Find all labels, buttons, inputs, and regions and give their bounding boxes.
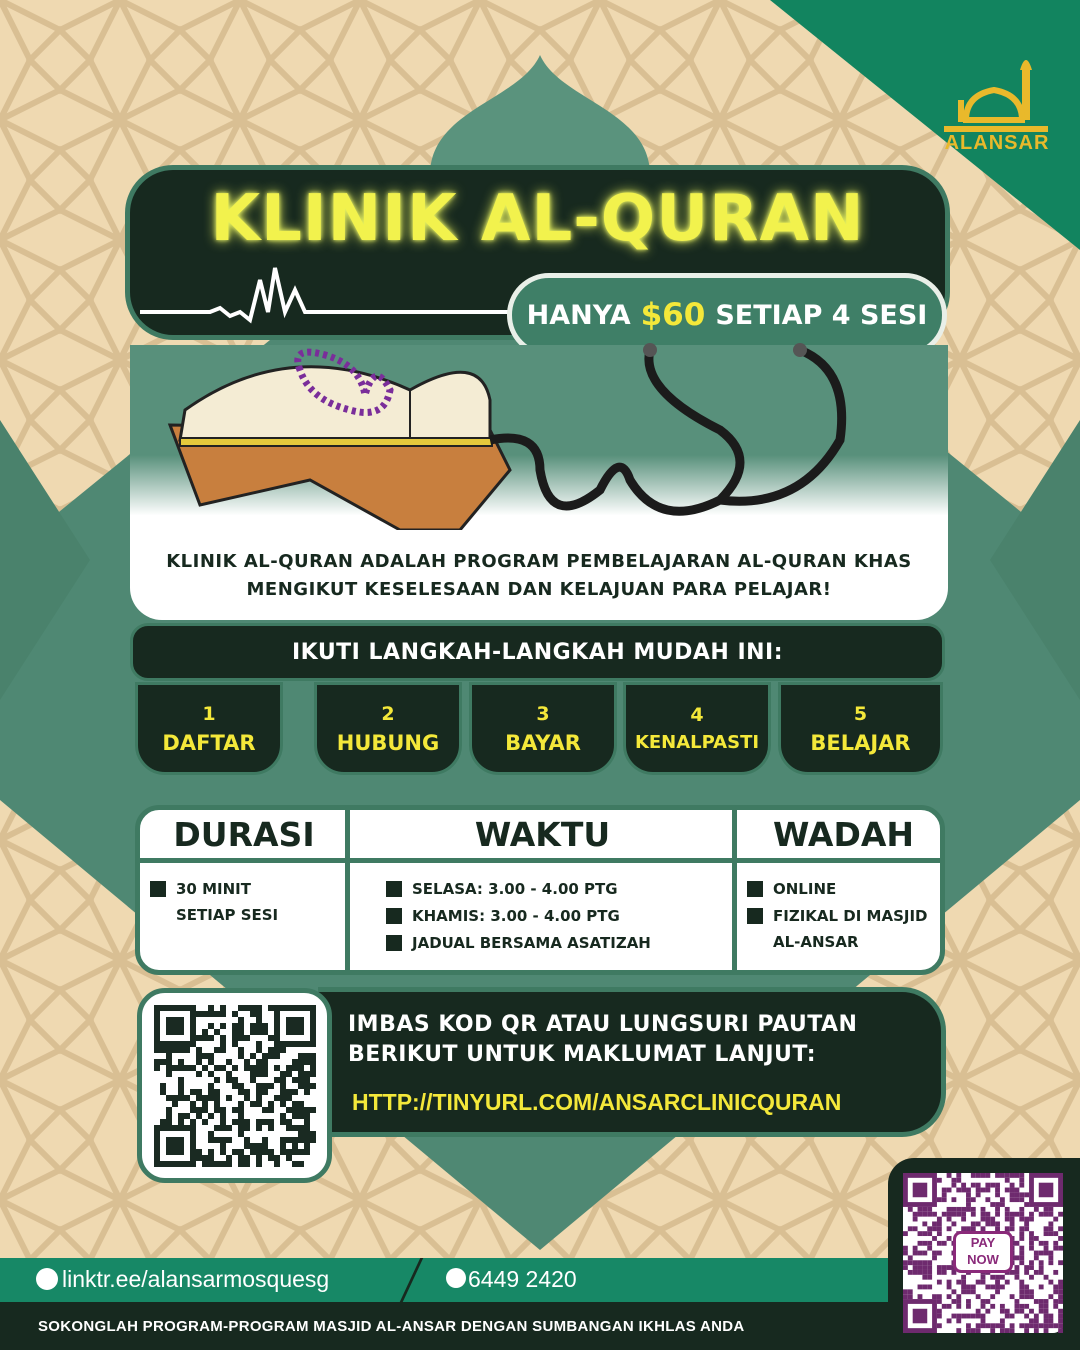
price-suffix: SETIAP 4 SESI xyxy=(715,299,928,331)
step-number: 3 xyxy=(536,702,550,725)
step-label: HUBUNG xyxy=(336,730,440,755)
description-line-1: KLINIK AL-QURAN ADALAH PROGRAM PEMBELAJARAN AL-QURAN KHAS xyxy=(166,551,912,572)
info-table xyxy=(135,805,945,975)
wadah-heading: WADAH xyxy=(737,810,945,863)
globe-icon xyxy=(36,1268,58,1290)
logo-text: ALANSAR xyxy=(944,132,1050,154)
divider xyxy=(400,1258,424,1302)
step-number: 1 xyxy=(202,702,216,725)
qr-code-icon xyxy=(154,1005,316,1167)
step-2 xyxy=(314,682,462,775)
step-number: 4 xyxy=(690,704,704,726)
step-1 xyxy=(135,682,283,775)
step-4 xyxy=(623,682,771,775)
bullet-square-icon xyxy=(386,908,402,924)
bullet-square-icon xyxy=(386,881,402,897)
waktu-item: KHAMIS: 3.00 - 4.00 PTG xyxy=(386,907,735,925)
price-amount: $60 xyxy=(640,297,706,333)
step-label: BELAJAR xyxy=(810,730,911,755)
description-line-2: MENGIKUT KESELESAAN DAN KELAJUAN PARA PELAJAR! xyxy=(246,579,832,600)
step-number: 5 xyxy=(853,702,868,725)
step-number: 2 xyxy=(381,702,395,725)
info-text: IMBAS KOD QR ATAU LUNGSURI PAUTAN BERIKUT UNTUK MAKLUMAT LANJUT: xyxy=(348,1012,858,1067)
wadah-item: FIZIKAL DI MASJID AL-ANSAR xyxy=(747,907,945,955)
waktu-item: SELASA: 3.00 - 4.00 PTG xyxy=(386,880,735,898)
phone-number[interactable]: 6449 2420 xyxy=(468,1266,577,1292)
step-label: KENALPASTI xyxy=(634,732,760,753)
linktree-link[interactable]: linktr.ee/alansarmosquesg xyxy=(62,1266,330,1292)
tinyurl-link[interactable]: HTTP://TINYURL.COM/ANSARCLINICQURAN xyxy=(352,1089,842,1115)
qr-code-card[interactable] xyxy=(137,988,332,1183)
whatsapp-icon xyxy=(446,1268,466,1288)
waktu-heading: WAKTU xyxy=(350,810,735,863)
price-prefix: HANYA xyxy=(526,299,631,331)
bullet-square-icon xyxy=(150,881,166,897)
step-3 xyxy=(469,682,617,775)
durasi-item: 30 MINIT SETIAP SESI xyxy=(150,880,348,928)
step-label: DAFTAR xyxy=(162,730,256,755)
step-label: BAYAR xyxy=(505,730,581,755)
bullet-square-icon xyxy=(747,881,763,897)
durasi-heading: DURASI xyxy=(140,810,348,863)
wadah-column xyxy=(737,810,945,970)
contact-bar xyxy=(0,1258,890,1302)
waktu-column xyxy=(350,810,735,970)
quran-stethoscope-illustration xyxy=(160,330,880,530)
description-text xyxy=(130,548,948,604)
paynow-logo: PAY NOW xyxy=(953,1231,1013,1273)
page-title: KLINIK AL-QURAN xyxy=(210,182,865,256)
bullet-square-icon xyxy=(386,935,402,951)
heartbeat-line-icon xyxy=(140,260,520,330)
waktu-item: JADUAL BERSAMA ASATIZAH xyxy=(386,934,735,952)
paynow-qr-code[interactable] xyxy=(903,1173,1063,1333)
alansar-logo xyxy=(942,40,1052,158)
wadah-item: ONLINE xyxy=(747,880,945,898)
steps-heading: IKUTI LANGKAH-LANGKAH MUDAH INI: xyxy=(130,623,945,681)
bullet-square-icon xyxy=(747,908,763,924)
durasi-column xyxy=(140,810,348,970)
donate-text: SOKONGLAH PROGRAM-PROGRAM MASJID AL-ANSAR DENGAN SUMBANGAN IKHLAS ANDA xyxy=(38,1318,745,1335)
step-5 xyxy=(778,682,943,775)
